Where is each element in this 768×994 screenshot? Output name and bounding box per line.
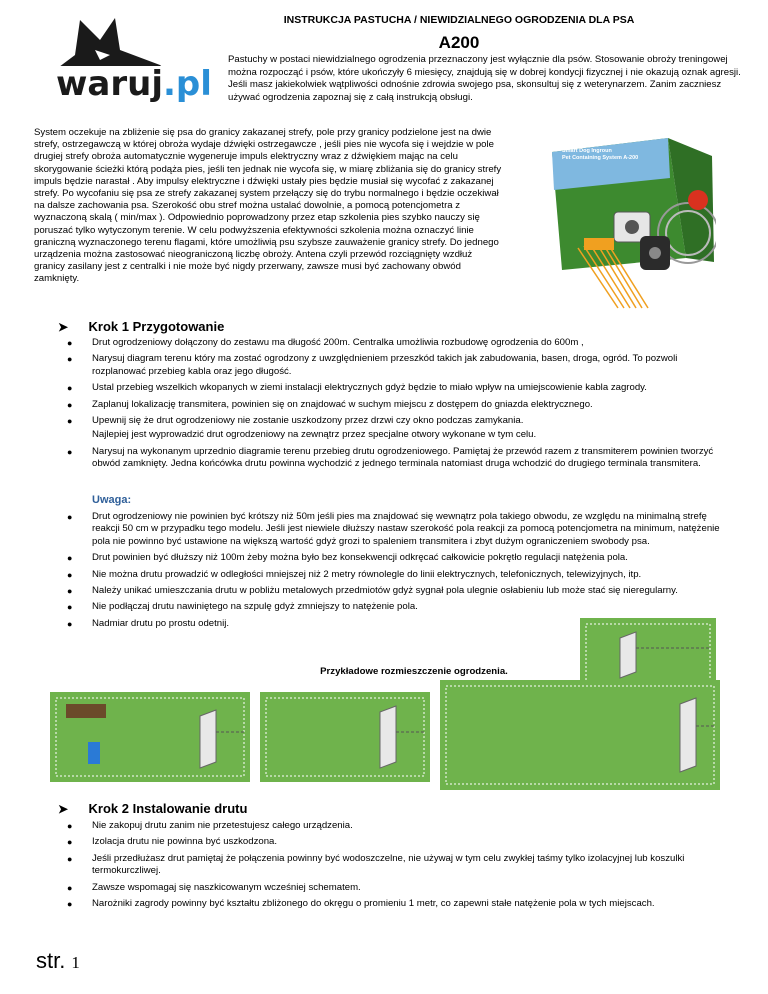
fence-diagram-1 xyxy=(50,692,250,787)
bullet-icon: ● xyxy=(67,512,73,522)
list-item: ● Nie podłączaj drutu nawiniętego na szpulę gdyż zmniejszy to natężenie pola. xyxy=(67,601,418,613)
bullet-icon: ● xyxy=(67,899,73,910)
logo-suffix: .pl xyxy=(162,64,212,104)
bullet-icon: ● xyxy=(67,569,73,580)
list-item: ● Jeśli przedłużasz drut pamiętaj że połączenia powinny być wodoszczelne, nie używaj w tym celu zwykłej taśmy tylko izolacyjnej lub koszulki termokurczliwej. xyxy=(67,852,685,877)
model-name: A200 xyxy=(438,33,480,52)
diagram-caption: Przykładowe rozmieszczenie ogrodzenia. xyxy=(320,666,508,677)
bullet-icon: ● xyxy=(67,446,73,457)
page-number-value: 1 xyxy=(71,953,80,972)
page-number xyxy=(36,948,80,974)
list-item: ● Drut ogrodzeniowy nie powinien być krótszy niż 50m jeśli pies ma znajdować się wewnątrz pola takiego obwodu, ze względu na minimalną strefę reakcji 50 cm w przypadku tego modelu. Jeśli jest niewiele dłuższy nastaw szerokość pola reakcji za pomocą potencjometra na minimum, natężenie pola nie powinno być ustawione na większą wartość gdyż grozi to spaleniem transmitera i zbyt dużym ograniczeniem swobody psa. xyxy=(67,511,720,547)
bullet-icon: ● xyxy=(67,821,73,831)
bullet-icon: ● xyxy=(67,553,73,564)
bullet-icon: ● xyxy=(67,837,73,848)
intro-paragraph: Pastuchy w postaci niewidzialnego ogrodzenia przeznaczony jest wyłącznie dla psów. Stosowanie obroży treningowej można rozpocząć i psów, które ukończyły 6 miesięcy, znajdują się w dobrej kondycji fizycznej i nie okazują oznak agresji. Jeśli masz jakiekolwiek wątpliwości odnośnie zdrowia swojego psa, skonsultuj się z weterynarzem. Zanim zaczniesz używać ogrodzenia zapoznaj się z całą instrukcją obsługi. xyxy=(228,54,741,103)
arrow-bullet-icon: ➤ xyxy=(58,320,69,334)
list-item: ● Nie zakopuj drutu zanim nie przetestujesz całego urządzenia. xyxy=(67,820,353,831)
list-item: ● Drut powinien być dłuższy niż 100m żeby można było bez konsekwencji odkręcać całkowicie pokrętło regulacji natężenia pola. xyxy=(67,552,628,564)
bullet-icon: ● xyxy=(67,882,73,893)
bullet-icon: ● xyxy=(67,383,73,394)
list-item: ● Narożniki zagrody powinny być kształtu zbliżonego do okręgu o promieniu 1 metr, co zapewni stałe natężenie pola w tych miejscach. xyxy=(67,898,655,910)
bullet-icon: ● xyxy=(67,399,73,410)
step2-list xyxy=(67,820,732,914)
logo xyxy=(40,10,230,110)
product-label-1: Smart Dog Ingroun xyxy=(562,148,612,154)
step1-list xyxy=(67,337,732,475)
bullet-icon: ● xyxy=(67,354,73,365)
list-item-continuation: Najlepiej jest wyprowadzić drut ogrodzeniowy na zewnątrz przez specjalne otwory wykonane w tym celu. xyxy=(92,429,537,441)
bullet-icon: ● xyxy=(67,853,73,864)
bullet-icon: ● xyxy=(67,586,73,597)
logo-text: waruj xyxy=(56,64,163,104)
list-item: ● Należy unikać umieszczania drutu w pobliżu metalowych przedmiotów gdyż sygnał pola ulegnie osłabieniu lub może stać się nieregularny. xyxy=(67,585,678,597)
step2-title: Krok 2 Instalowanie drutu xyxy=(88,801,248,816)
bullet-icon: ● xyxy=(67,338,73,348)
list-item: ● Nadmiar drutu po prostu odetnij. xyxy=(67,617,230,629)
list-item: ● Zaplanuj lokalizację transmitera, powinien się on znajdować w suchym miejscu z dostępem do gniazda elektrycznego. xyxy=(67,398,593,410)
page-label: str. xyxy=(36,948,66,973)
bullet-icon: ● xyxy=(67,618,73,629)
document-title: INSTRUKCJA PASTUCHA / NIEWIDZIALNEGO OGRODZENIA DLA PSA xyxy=(283,14,635,26)
list-item: ● Narysuj diagram terenu który ma zostać ogrodzony z uwzględnieniem przeszkód takich jak zabudowania, basen, droga, ogród. To pozwoli rozplanować przebieg kabla oraz jego długość. xyxy=(67,353,678,377)
product-photo xyxy=(548,138,716,310)
fence-diagram-2 xyxy=(260,692,430,787)
bullet-icon: ● xyxy=(67,416,73,427)
list-item: ● Ustal przebieg wszelkich wkopanych w ziemi instalacji elektrycznych gdyż będzie to miało wpływ na umiejscowienie kabla zagrody. xyxy=(67,382,647,394)
fence-diagram-3 xyxy=(440,680,720,795)
product-label-2: Pet Containing System A-200 xyxy=(562,155,639,161)
list-item: ● Nie można drutu prowadzić w odległości mniejszej niż 2 metry równolegle do linii elektrycznych, telefonicznych, telewizyjnych, itp. xyxy=(67,568,642,580)
list-item: ● Narysuj na wykonanym uprzednio diagramie terenu przebieg drutu ogrodzeniowego. Pamiętaj że przewód razem z transmiterem powinien tworzyć obwód zamknięty. Jedna końcówka drutu powinna wychodzić z jednego terminala natomiast druga wchodzić do drugiego terminala transmitera. xyxy=(67,445,714,470)
list-item: ● Upewnij się że drut ogrodzeniowy nie zostanie uszkodzony przez drzwi czy okno podczas zamykania. xyxy=(67,415,524,427)
bullet-icon: ● xyxy=(67,602,73,613)
list-item: ● Drut ogrodzeniowy dołączony do zestawu ma długość 200m. Centralka umożliwia rozbudowę ogrodzenia do 600m , xyxy=(67,337,584,348)
warning-list xyxy=(67,511,732,634)
step1-title: Krok 1 Przygotowanie xyxy=(88,319,225,334)
step1-heading-row xyxy=(58,318,224,336)
system-description: System oczekuje na zbliżenie się psa do granicy zakazanej strefy, pole przy granicy podzielone jest na dwie strefy, ostrzegawczą w której obroża wydaje dźwięki ostrzegawcze , jeśli pies nie wycofa się i wejdzie w pole drugiej strefy obroża automatycznie wygeneruje impuls elektryczny wraz z dźwiękiem mając na celu skorygowanie ścieżki którą podąża pies, jeśli ten jednak nie wycofa się, w miarę zbliżania się do granicy strefy impuls będzie narastał . Aby impulsy elektryczne i dźwięki ustały pies będzie musiał się wycofać z zakazanej strefy. Po wycofaniu się psa ze strefy zakazanej system przełączy się do trybu normalnego i będzie oczekiwał na dalsze zachowania psa. Szerokość obu stref można ustalać dowolnie, a pomocą potencjometra z wyznaczoną skalą ( min/max ). Odpowiednio poprowadzony przez etap szkolenia pies szybko nauczy się poruszać tylko wytyczonym terenie. W celu podwyższenia efektywności szkolenia można oznaczyć linie graniczną wyznaczonego terenu flagami, które umożliwią psu szybsze zauważenie granicy strefy. Do jednego urządzenia można zastosować nieograniczoną liczbę obroży. Antena czyli przewód rozciągnięty wzdłuż granicy zasilany jest z centralki i nie może być nigdy przerwany, zawsze musi być zachowany obwód zamknięty. xyxy=(34,127,502,285)
warning-title: Uwaga: xyxy=(92,494,132,506)
arrow-bullet-icon: ➤ xyxy=(58,802,69,816)
step2-heading-row xyxy=(58,800,247,818)
list-item: ● Zawsze wspomagaj się naszkicowanym wcześniej schematem. xyxy=(67,881,361,893)
list-item: ● Izolacja drutu nie powinna być uszkodzona. xyxy=(67,836,278,848)
